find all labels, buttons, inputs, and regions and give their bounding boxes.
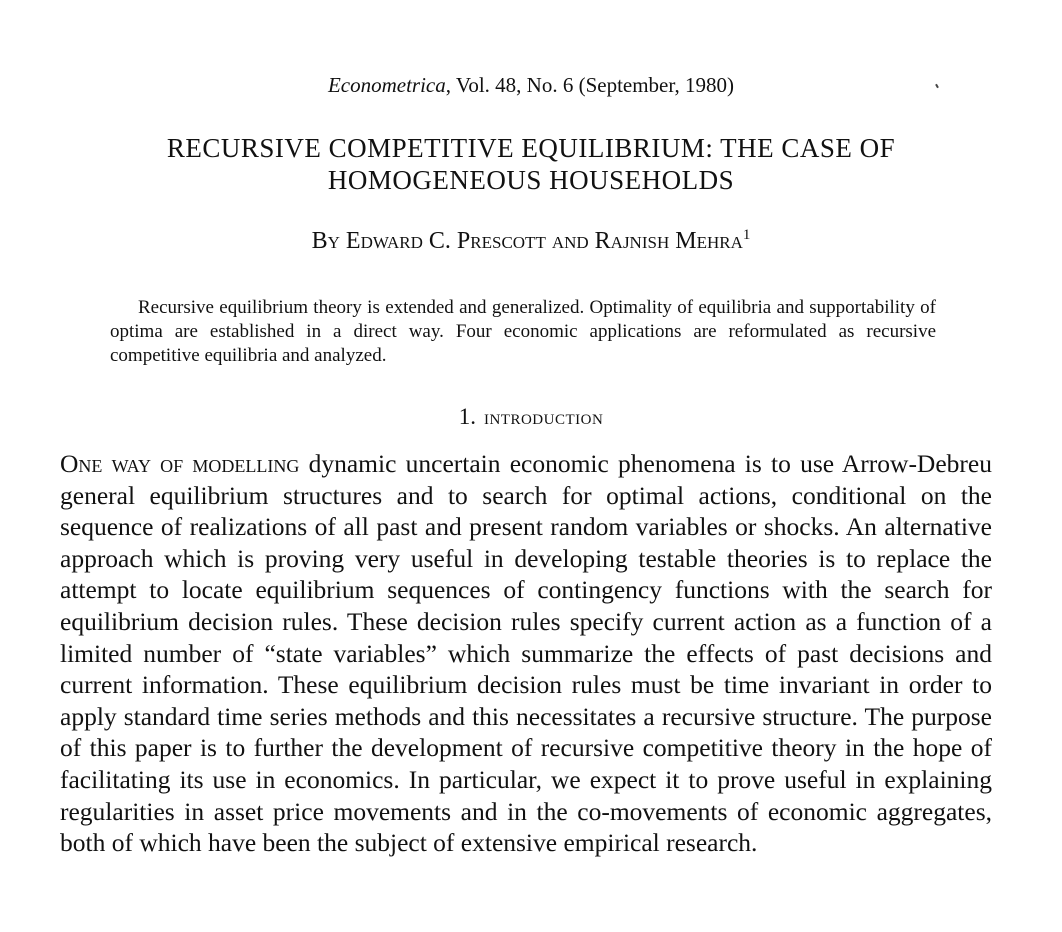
journal-details: , Vol. 48, No. 6 (September, 1980) (445, 73, 735, 97)
body-text: dynamic uncertain economic phenomena is to use Arrow-Debreu general equilibrium structures and to search for optimal actions, conditional on the sequence of realizations of all past and present random variables or shocks. An alternative approach which is proving very useful in developing testable theories is to replace the attempt to locate equilibrium sequences of contingency functions with the search for equilibrium decision rules. These decision rules specify current action as a function of a limited number of “state variables” which summarize the effects of past decisions and current information. These equilibrium decision rules must be time invariant in order to apply standard time series methods and this necessitates a recursive structure. The purpose of this paper is to further the development of recursive competitive theory in the hope of facilitating its use in economics. In particular, we expect it to prove useful in explaining regularities in asset price movements and in the co-movements of economic aggregates, both of which have been the subject of extensive empirical research. (60, 449, 992, 858)
body-paragraph (60, 448, 992, 859)
author-prefix: By (311, 228, 346, 254)
paper-title-line-1: RECURSIVE COMPETITIVE EQUILIBRIUM: THE CASE OF (166, 133, 896, 163)
journal-citation (0, 72, 1062, 98)
paper-title (60, 132, 1002, 196)
paper-title-line-2: HOMOGENEOUS HOUSEHOLDS (327, 165, 735, 195)
section-heading (0, 403, 1062, 431)
author-line (0, 226, 1062, 256)
author-footnote-mark: 1 (742, 227, 751, 243)
abstract: Recursive equilibrium theory is extended and generalized. Optimality of equilibria and supportability of optima are established in a direct way. Four economic applications are reformulated as recursive competitive equilibria and analyzed. (110, 297, 936, 366)
section-number: 1. (458, 404, 476, 429)
section-title: introduction (483, 405, 604, 429)
journal-name: Econometrica (327, 73, 446, 97)
body-lead-in: One way of modelling (60, 449, 300, 478)
author-names: Edward C. Prescott and Rajnish Mehra (345, 228, 743, 254)
